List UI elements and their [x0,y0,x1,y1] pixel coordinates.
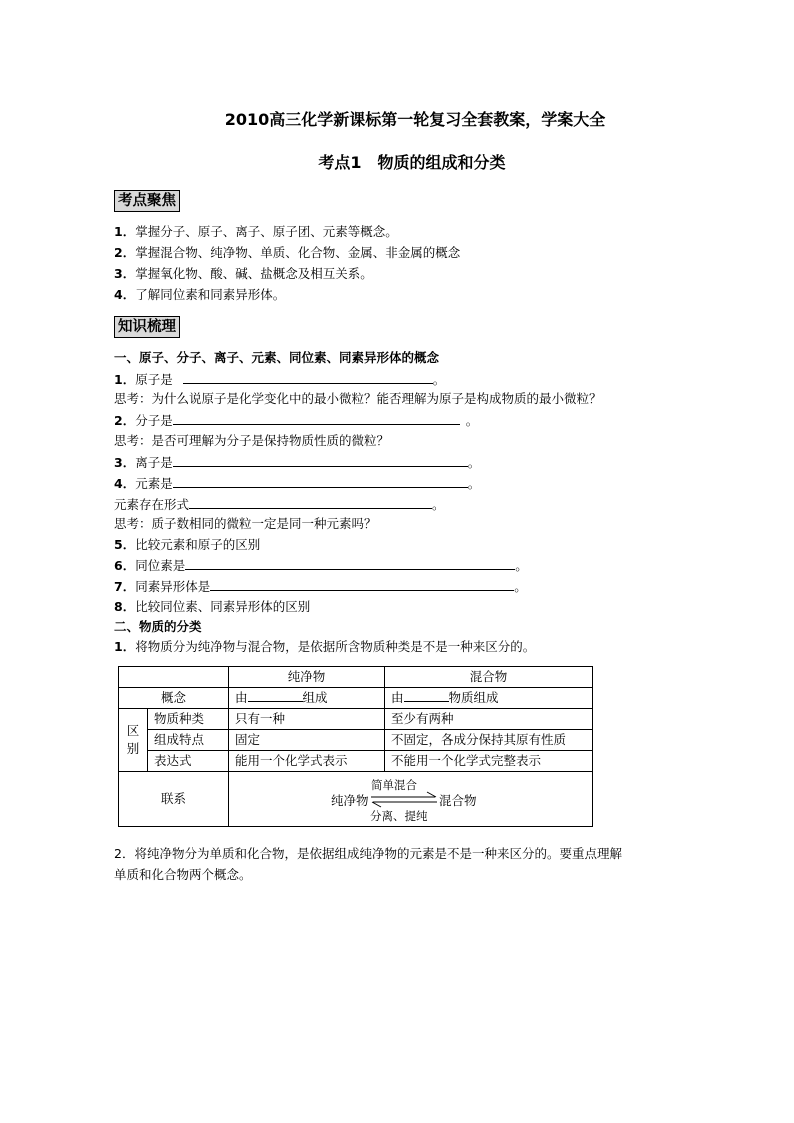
item-number: 8． [114,599,136,614]
relation-mixture-label: 混合物 [439,793,477,808]
cell-text: 物质组成 [448,690,499,705]
item-number: 3． [114,266,136,281]
row-label: 表达式 [148,751,229,772]
section2-title: 二、物质的分类 [114,619,202,634]
knowledge-heading: 知识梳理 [114,316,180,338]
item-number: 7． [114,579,136,594]
concept-mixture-cell [385,688,593,709]
item-text: 了解同位素和同素异形体。 [135,287,286,302]
item-number: 3． [114,455,136,470]
document-title: 2010高三化学新课标第一轮复习全套教案，学案大全 [224,110,606,129]
mixture-cell: 至少有两种 [385,709,593,730]
fill-blank[interactable] [173,412,460,425]
item-number: 6． [114,558,136,573]
relation-pure-label: 纯净物 [331,793,369,808]
focus-item-1 [114,224,398,240]
pure-cell: 能用一个化学式表示 [229,751,385,772]
fill-blank[interactable] [173,475,468,488]
item-number: 4． [114,476,136,491]
item-text: 将物质分为纯净物与混合物，是依据所含物质种类是不是一种来区分的。 [135,639,536,654]
paragraph-1 [114,639,535,655]
header-mixture: 混合物 [385,667,593,688]
focus-item-4 [114,287,285,303]
table-row [119,709,593,730]
relation-diagram [229,772,592,826]
item-text: 同位素是 [135,558,186,573]
focus-heading: 考点聚焦 [114,190,180,212]
header-pure: 纯净物 [229,667,385,688]
period: 。 [467,476,481,491]
period: 。 [432,497,445,512]
line-compare-element [114,537,260,553]
item-text: 比较元素和原子的区别 [135,537,261,552]
fill-blank[interactable] [248,689,303,702]
paragraph-2-line-2: 单质和化合物两个概念。 [114,867,252,882]
fill-blank[interactable] [183,371,433,384]
row-label: 组成特点 [148,730,229,751]
item-number: 1． [114,639,136,654]
document-subtitle: 考点1 物质的组成和分类 [318,153,506,172]
row-label-concept: 概念 [119,688,229,709]
item-number: 2． [114,413,136,428]
line-element-form [114,496,445,513]
pure-cell: 固定 [229,730,385,751]
table-row [119,730,593,751]
focus-item-3 [114,266,373,282]
line-allotrope [114,578,527,595]
pure-cell: 只有一种 [229,709,385,730]
item-text: 分子是 [135,413,173,428]
item-text: 原子是 [135,372,173,387]
item-text: 掌握分子、原子、离子、原子团、元素等概念。 [135,224,398,239]
period: 。 [514,579,527,594]
fill-blank[interactable] [189,496,432,509]
item-text: 离子是 [135,455,173,470]
item-number: 5． [114,537,136,552]
line-isotope [114,557,528,574]
classification-table [118,666,593,827]
mixture-cell: 不固定，各成分保持其原有性质 [385,730,593,751]
cell-text: 由 [391,690,404,705]
row-label: 物质种类 [148,709,229,730]
table-corner-cell [119,667,229,688]
period: 。 [515,558,528,573]
relation-forward-label: 简单混合 [371,778,417,792]
item-number: 4． [114,287,136,302]
cell-text: 别 [126,741,140,756]
item-text: 元素存在形式 [114,497,190,512]
item-text: 掌握混合物、纯净物、单质、化合物、金属、非金属的概念 [135,245,461,260]
row-label-relation: 联系 [119,772,229,827]
focus-item-2 [114,245,460,261]
cell-text: 区 [126,723,140,738]
period: 。 [467,455,481,470]
table-row [119,688,593,709]
line-compare-isotope [114,599,310,615]
line-molecule [114,412,478,429]
section1-title: 一、原子、分子、离子、元素、同位素、同素异形体的概念 [114,350,440,365]
line-ion [114,454,480,471]
cell-text: 由 [235,690,248,705]
fill-blank[interactable] [404,689,449,702]
fill-blank[interactable] [210,578,514,591]
relation-back-label: 分离、提纯 [370,809,428,823]
mixture-cell: 不能用一个化学式完整表示 [385,751,593,772]
fill-blank[interactable] [185,557,515,570]
item-number: 2． [114,245,136,260]
item-number: 1． [114,372,136,387]
table-row [119,772,593,827]
paragraph-2-line-1: 2．将纯净物分为单质和化合物，是依据组成纯净物的元素是不是一种来区分的。要重点理解 [114,846,622,861]
line-element [114,475,480,492]
cell-text: 组成 [302,690,328,705]
item-text: 比较同位素、同素异形体的区别 [135,599,311,614]
period: 。 [465,413,479,428]
item-number: 1． [114,224,136,239]
think-2: 思考：是否可理解为分子是保持物质性质的微粒？ [114,433,390,448]
table-row [119,751,593,772]
concept-pure-cell [229,688,385,709]
relation-cell [229,772,593,827]
item-text: 同素异形体是 [135,579,211,594]
fill-blank[interactable] [173,454,468,467]
table-header-row [119,667,593,688]
line-atom [114,371,445,388]
row-label-difference [119,709,148,772]
period: 。 [432,372,446,387]
think-1: 思考：为什么说原子是化学变化中的最小微粒？能否理解为原子是构成物质的最小微粒？ [114,391,602,406]
think-3: 思考：质子数相同的微粒一定是同一种元素吗？ [114,516,377,531]
item-text: 元素是 [135,476,173,491]
item-text: 掌握氧化物、酸、碱、盐概念及相互关系。 [135,266,373,281]
